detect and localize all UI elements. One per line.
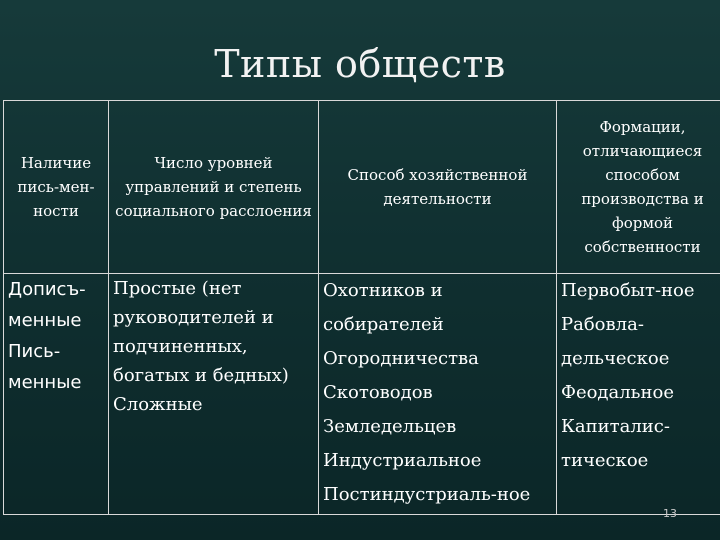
- list-item: тическое: [561, 450, 649, 471]
- cell-economic-types: [319, 274, 557, 515]
- header-economic-activity: Способ хозяйственной деятельности: [319, 101, 557, 274]
- cell-literacy-types: [4, 274, 109, 515]
- list-item: Рабовла-: [561, 314, 644, 335]
- header-formations: Формации, отличающиеся способом производства и формой собственности: [557, 101, 720, 274]
- list-item: собирателей: [323, 314, 444, 335]
- cell-formation-types: [557, 274, 720, 515]
- list-item: Капиталис-: [561, 416, 670, 437]
- cell-management-types: [109, 274, 319, 515]
- list-item: Простые (нет: [113, 278, 242, 299]
- header-management-levels: Число уровней управлений и степень социального расслоения: [109, 101, 319, 274]
- table-header-row: [4, 101, 720, 274]
- list-item: Земледельцев: [323, 416, 457, 437]
- slide-title: Типы обществ: [214, 42, 506, 86]
- list-item: Индустриальное: [323, 450, 482, 471]
- list-item: Первобыт-ное: [561, 280, 695, 301]
- list-item: Охотников и: [323, 280, 443, 301]
- list-item: Феодальное: [561, 382, 674, 403]
- list-item: богатых и бедных): [113, 365, 289, 386]
- society-types-table: [3, 100, 720, 515]
- list-item: Дописъ-: [8, 279, 86, 300]
- list-item: Скотоводов: [323, 382, 433, 403]
- list-item: менные: [8, 372, 82, 393]
- list-item: менные: [8, 310, 82, 331]
- table-body-row: [4, 274, 720, 515]
- header-literacy: Наличие пись-мен-ности: [4, 101, 109, 274]
- list-item: подчиненных,: [113, 336, 248, 357]
- list-item: Постиндустриаль-ное: [323, 484, 531, 505]
- list-item: дельческое: [561, 348, 670, 369]
- list-item: Сложные: [113, 394, 203, 415]
- list-item: руководителей и: [113, 307, 274, 328]
- list-item: Пись-: [8, 341, 61, 362]
- list-item: Огородничества: [323, 348, 479, 369]
- page-number: 13: [663, 507, 677, 520]
